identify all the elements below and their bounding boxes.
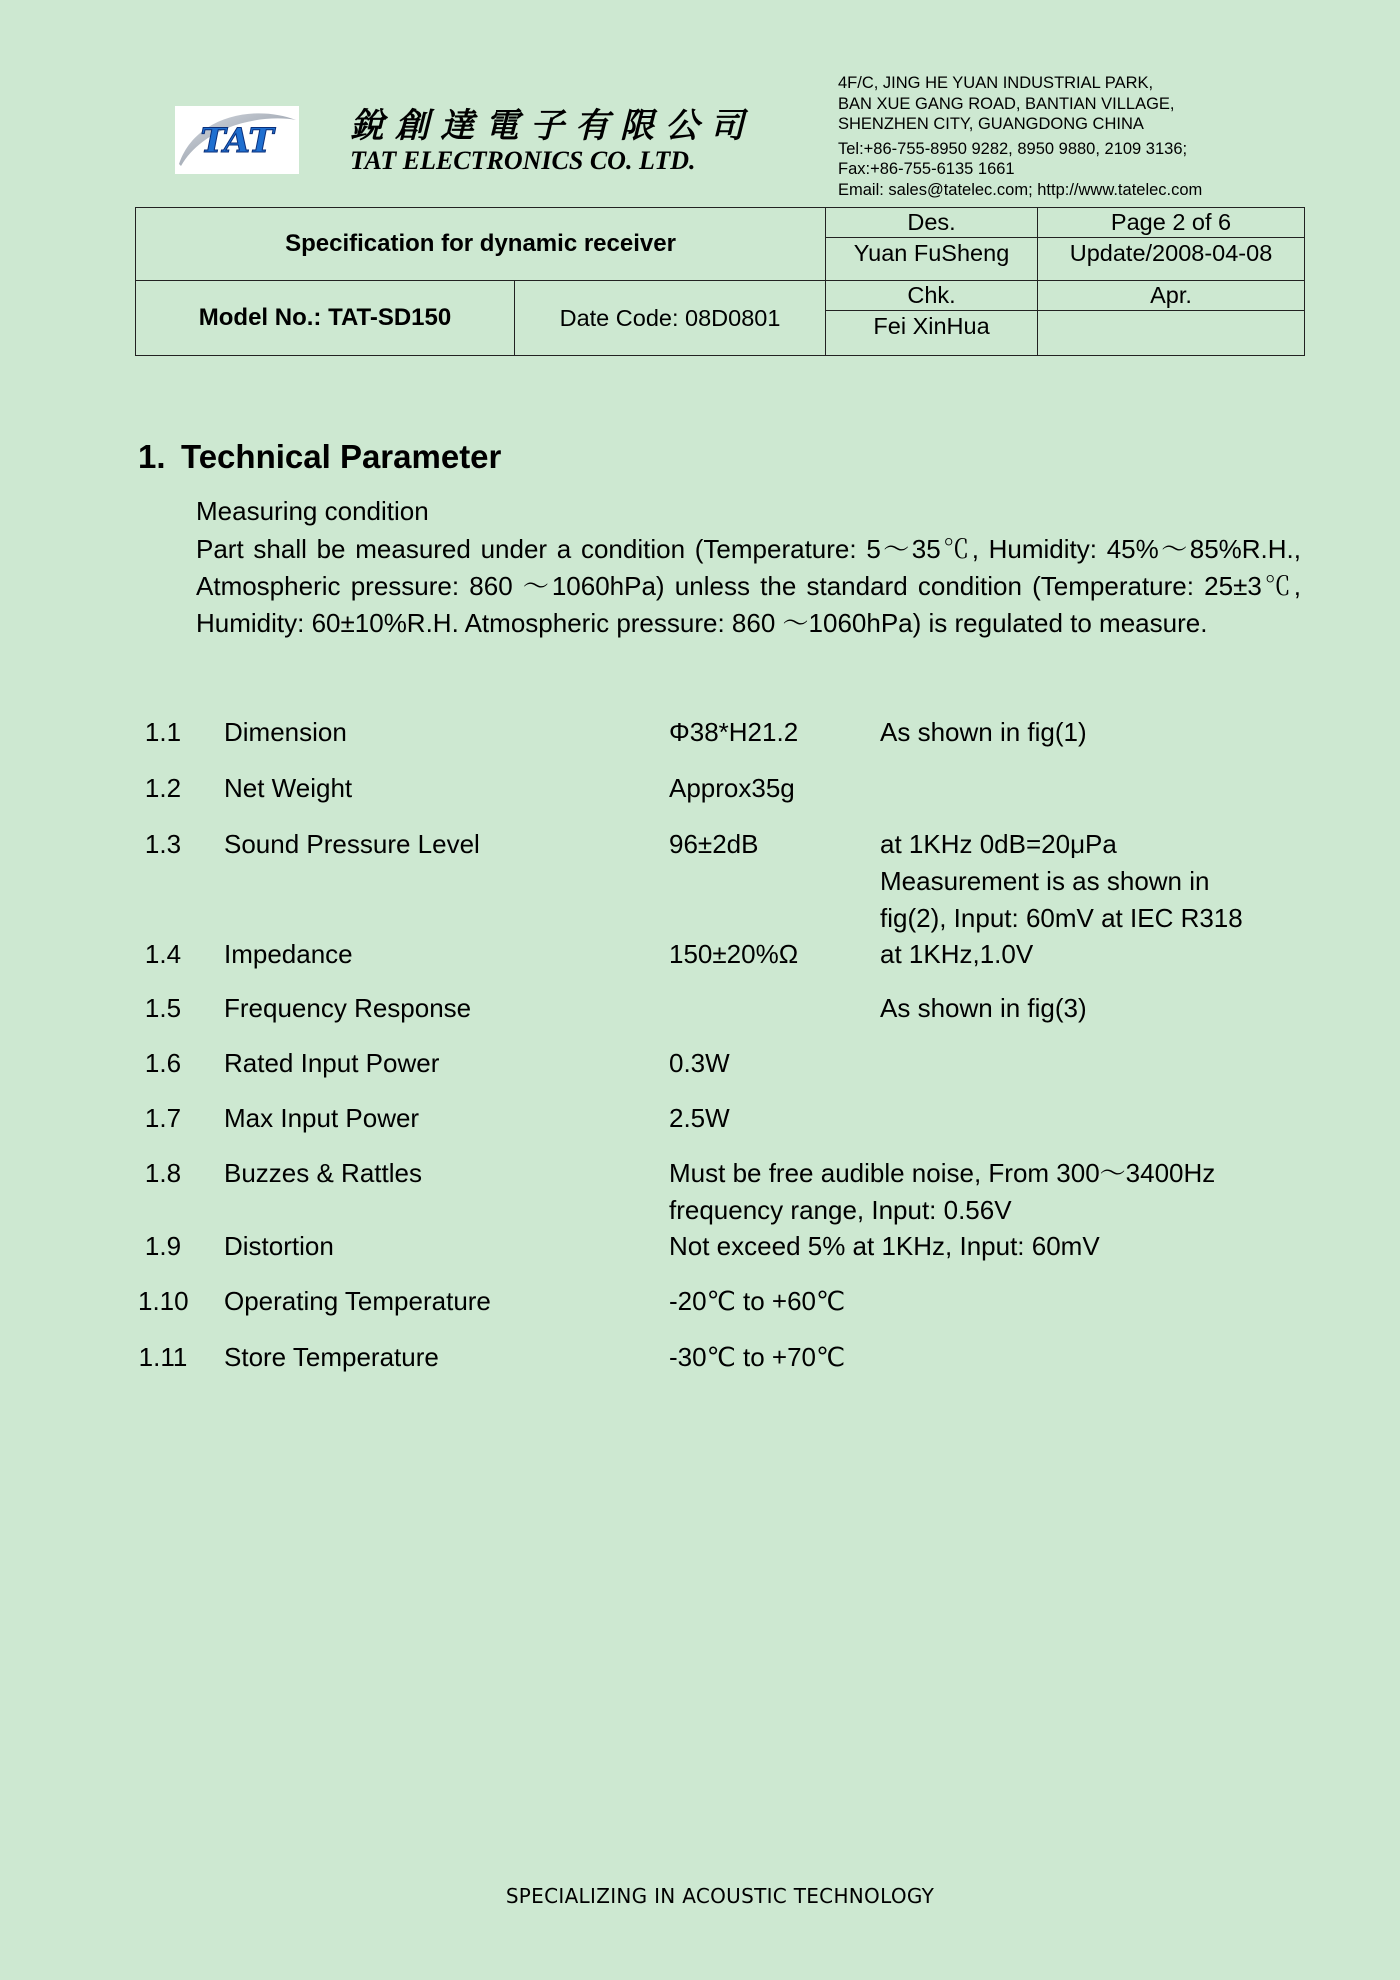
param-row [0, 770, 1400, 810]
param-row [0, 1045, 1400, 1085]
param-name: Impedance [224, 939, 353, 969]
param-number: 1.4 [144, 939, 182, 969]
date-code: Date Code: 08D0801 [515, 281, 826, 356]
address-line: SHENZHEN CITY, GUANGDONG CHINA [838, 115, 1144, 133]
apr-label: Apr. [1038, 281, 1305, 311]
spec-title: Specification for dynamic receiver [136, 208, 826, 281]
param-name: Distortion [224, 1231, 334, 1261]
param-value: Not exceed 5% at 1KHz, Input: 60mV [669, 1231, 1100, 1261]
contact-tel: Tel:+86-755-8950 9282, 8950 9880, 2109 3136; [838, 139, 1188, 158]
param-name: Rated Input Power [224, 1048, 440, 1078]
address-line: BAN XUE GANG ROAD, BANTIAN VILLAGE, [838, 94, 1175, 113]
page-number: Page 2 of 6 [1038, 208, 1305, 238]
param-value: Φ38*H21.2 [669, 717, 799, 747]
param-note: at 1KHz,1.0V [880, 939, 1034, 969]
update-date: Update/2008-04-08 [1038, 238, 1305, 281]
logo-text: TAT [200, 121, 274, 161]
measuring-condition-text: Part shall be measured under a condition (Temperature: 5～35℃, Humidity: 45%～85%R.H., Atmospheric pressure: 860 ～1060hPa) unless the standard condition (Temperature: 25±3℃, Humidity: 60±10%R.H. Atmospheric pressure: 860 ～1060hPa) is regulated to measure. [196, 534, 1301, 638]
param-row [0, 1228, 1400, 1268]
contact-email: Email: sales@tatelec.com; http://www.tatelec.com [838, 180, 1203, 199]
param-row [0, 1155, 1400, 1233]
company-address [838, 73, 1202, 200]
section-title [138, 438, 501, 476]
param-number: 1.6 [144, 1048, 182, 1078]
footer-tagline: SPECIALIZING IN ACOUSTIC TECHNOLOGY [505, 1884, 935, 1908]
param-name: Buzzes & Rattles [224, 1158, 422, 1188]
param-name: Operating Temperature [224, 1286, 491, 1316]
param-name: Max Input Power [224, 1103, 420, 1133]
param-name: Sound Pressure Level [224, 829, 480, 859]
param-note: Measurement is as shown in [880, 865, 1210, 896]
address-line: 4F/C, JING HE YUAN INDUSTRIAL PARK, [838, 74, 1154, 92]
param-number: 1.8 [144, 1158, 182, 1188]
param-row [0, 936, 1400, 976]
param-row [0, 826, 1400, 942]
measuring-condition-title: Measuring condition [196, 496, 429, 526]
param-value: Must be free audible noise, From 300～3400Hz [669, 1158, 1216, 1188]
param-row [0, 990, 1400, 1030]
param-number: 1.10 [138, 1286, 189, 1316]
param-note: As shown in fig(3) [880, 993, 1087, 1023]
des-label: Des. [826, 208, 1038, 238]
param-name: Dimension [224, 717, 347, 747]
spec-header-table [135, 207, 1305, 356]
param-value: 2.5W [669, 1103, 730, 1133]
param-value: frequency range, Input: 0.56V [669, 1195, 1012, 1225]
param-note: at 1KHz 0dB=20μPa [880, 829, 1117, 859]
company-name-chinese: 銳創達電子有限公司 [350, 106, 755, 146]
param-row [0, 1339, 1400, 1379]
param-row [0, 1283, 1400, 1323]
param-row [0, 714, 1400, 754]
designer-name: Yuan FuSheng [826, 238, 1038, 281]
param-number: 1.2 [144, 773, 182, 803]
param-number: 1.7 [144, 1103, 182, 1133]
param-name: Net Weight [224, 773, 353, 803]
param-note: As shown in fig(1) [880, 717, 1087, 747]
param-value: -20℃ to +60℃ [669, 1286, 846, 1316]
chk-label: Chk. [826, 281, 1038, 311]
param-number: 1.5 [144, 993, 182, 1023]
company-name-english: TAT ELECTRONICS CO. LTD. [350, 146, 696, 175]
section-number: 1. [138, 438, 166, 475]
param-name: Store Temperature [224, 1342, 439, 1372]
param-number: 1.1 [144, 717, 182, 747]
contact-fax: Fax:+86-755-6135 1661 [838, 160, 1015, 178]
param-number: 1.3 [144, 829, 182, 859]
model-number: Model No.: TAT-SD150 [136, 281, 515, 356]
param-note: fig(2), Input: 60mV at IEC R318 [880, 902, 1243, 933]
param-value: 0.3W [669, 1048, 730, 1078]
param-name: Frequency Response [224, 993, 472, 1023]
approver-name [1038, 311, 1305, 356]
param-value: -30℃ to +70℃ [669, 1342, 846, 1372]
section-title-text: Technical Parameter [181, 438, 502, 475]
param-value: Approx35g [669, 773, 795, 803]
param-value: 150±20%Ω [669, 939, 799, 969]
param-number: 1.11 [138, 1342, 188, 1372]
param-row [0, 1100, 1400, 1140]
checker-name: Fei XinHua [826, 311, 1038, 356]
param-value: 96±2dB [669, 829, 759, 859]
tat-logo-icon [175, 106, 299, 174]
param-number: 1.9 [144, 1231, 182, 1261]
